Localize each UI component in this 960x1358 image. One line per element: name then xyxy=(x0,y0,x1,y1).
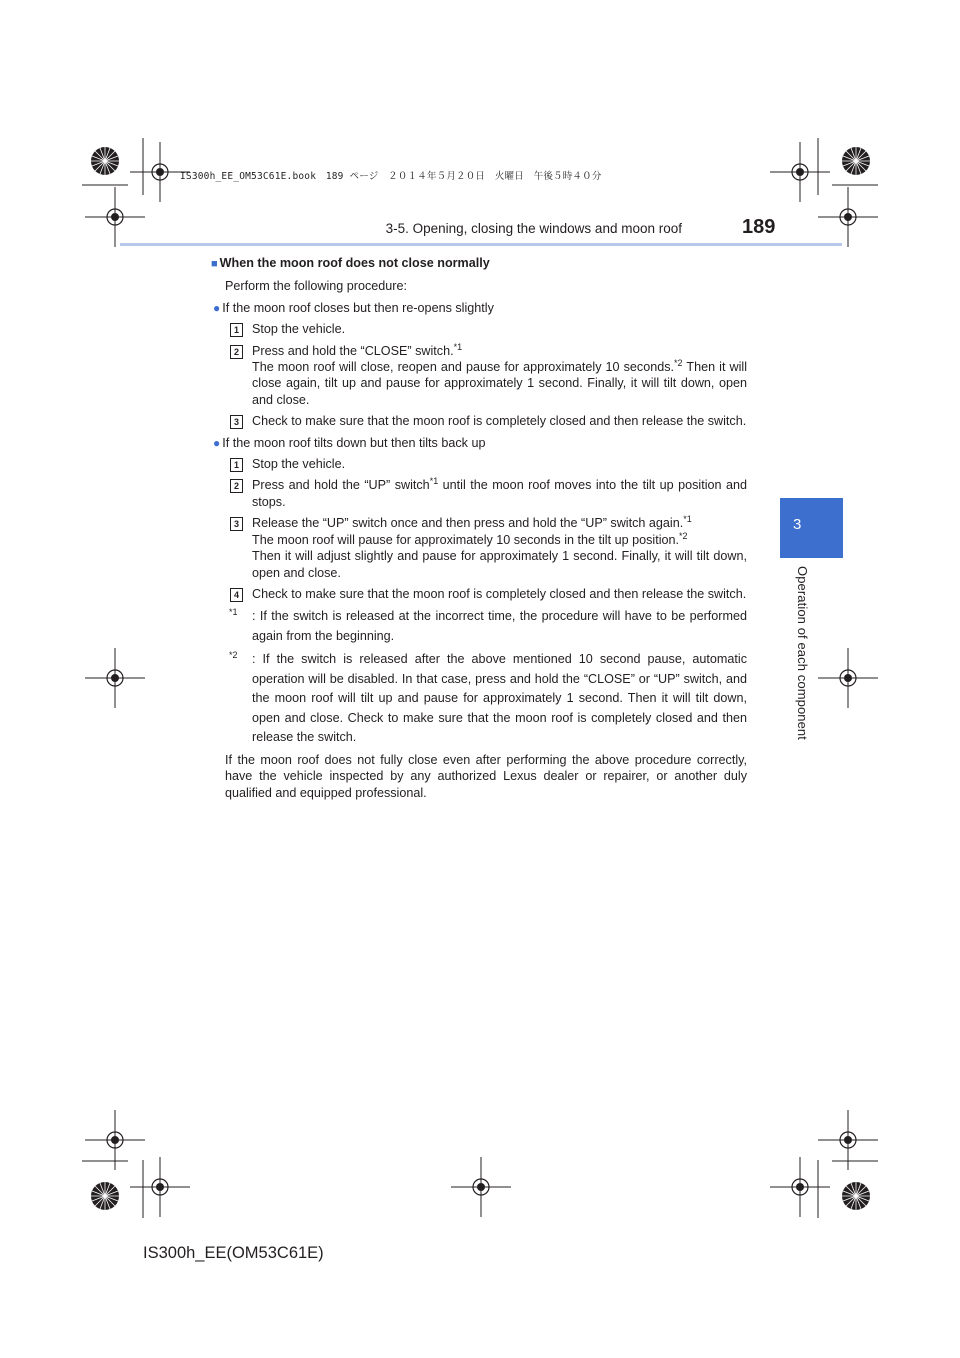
case-1-title xyxy=(213,300,747,316)
step-number: 1 xyxy=(230,458,243,472)
step-number: 3 xyxy=(230,415,243,429)
book-file-info: IS300h_EE_OM53C61E.book 189 ページ ２０１４年５月２０日 火曜日 午後５時４０分 xyxy=(180,171,602,182)
footnote xyxy=(225,650,747,748)
footnote-text: : If the switch is released after the above mentioned 10 second pause, automatic operation will be disabled. In that case, press and hold the “CLOSE” or “UP” switch, and the moon roof will tilt up and pause for approximately 1 second. Then it will tilt down, open and close. Check to make sure that the moon roof is completely closed and then release the switch. xyxy=(252,652,747,745)
section-title: 3-5. Opening, closing the windows and moon roof xyxy=(385,221,682,236)
closing-paragraph: If the moon roof does not fully close even after performing the above procedure correctly, have the vehicle inspected by any authorized Lexus dealer or repairer, or another duly qualified and equipped professional. xyxy=(225,752,747,800)
main-content xyxy=(211,255,747,806)
footnote-label: *2 xyxy=(229,650,238,661)
circle-bullet-icon: ● xyxy=(213,435,221,450)
step-text: Then it will adjust slightly and pause for approximately 1 second. Finally, it will tilt down, open and close. xyxy=(252,549,747,580)
chapter-number: 3 xyxy=(793,516,802,533)
step-text: The moon roof will close, reopen and pause for approximately 10 seconds. xyxy=(252,360,675,375)
step-number: 2 xyxy=(230,479,243,493)
step-text: Stop the vehicle. xyxy=(252,322,346,337)
case-2-step xyxy=(225,456,747,472)
step-number: 4 xyxy=(230,588,243,602)
footnote-ref: *2 xyxy=(679,530,688,541)
footnote-ref: *1 xyxy=(429,476,439,487)
intro-text: Perform the following procedure: xyxy=(225,279,408,294)
case-1-step xyxy=(225,413,747,429)
footnote-ref: *1 xyxy=(683,514,692,525)
case-2-step xyxy=(225,477,747,510)
step-text: Press and hold the “CLOSE” switch. xyxy=(252,343,454,358)
case-2-title xyxy=(213,435,747,451)
step-text: Release the “UP” switch once and then press and hold the “UP” switch again. xyxy=(252,516,684,531)
page-number: 189 xyxy=(742,216,776,238)
chapter-tab xyxy=(780,498,843,558)
circle-bullet-icon: ● xyxy=(213,300,221,315)
case-2-step xyxy=(225,586,747,602)
footnote-ref: *2 xyxy=(674,357,683,368)
footnote xyxy=(225,607,747,646)
step-number: 1 xyxy=(230,323,243,337)
step-text: Check to make sure that the moon roof is completely closed and then release the switch. xyxy=(252,414,747,429)
header-rule xyxy=(120,243,842,246)
step-number: 2 xyxy=(230,345,243,359)
case-1-title-text: If the moon roof closes but then re-opens slightly xyxy=(222,300,494,315)
case-1-step xyxy=(225,343,747,409)
square-bullet-icon: ■ xyxy=(211,258,218,270)
footnote-ref: *1 xyxy=(453,341,463,352)
case-2-title-text: If the moon roof tilts down but then tilts back up xyxy=(222,435,486,450)
chapter-label: Operation of each component xyxy=(795,566,810,740)
case-2-step xyxy=(225,515,747,581)
footnote-text: : If the switch is released at the incorrect time, the procedure will have to be performed again from the beginning. xyxy=(252,609,747,643)
step-text: Stop the vehicle. xyxy=(252,457,346,472)
model-code: IS300h_EE(OM53C61E) xyxy=(143,1244,324,1262)
case-1-step xyxy=(225,321,747,337)
section-heading xyxy=(211,255,747,272)
footnote-label: *1 xyxy=(229,607,238,618)
step-text: The moon roof will pause for approximately 10 seconds in the tilt up position. xyxy=(252,532,680,547)
step-text: Then it will close again, tilt up and pause for approximately 1 second. Finally, it will tilt down, open and close. xyxy=(252,360,747,407)
step-text: until the moon roof moves into the tilt up position and stops. xyxy=(252,478,747,509)
step-text: Press and hold the “UP” switch xyxy=(252,478,430,493)
heading-text: When the moon roof does not close normally xyxy=(219,256,490,270)
step-number: 3 xyxy=(230,517,243,531)
step-text: Check to make sure that the moon roof is completely closed and then release the switch. xyxy=(252,586,747,601)
